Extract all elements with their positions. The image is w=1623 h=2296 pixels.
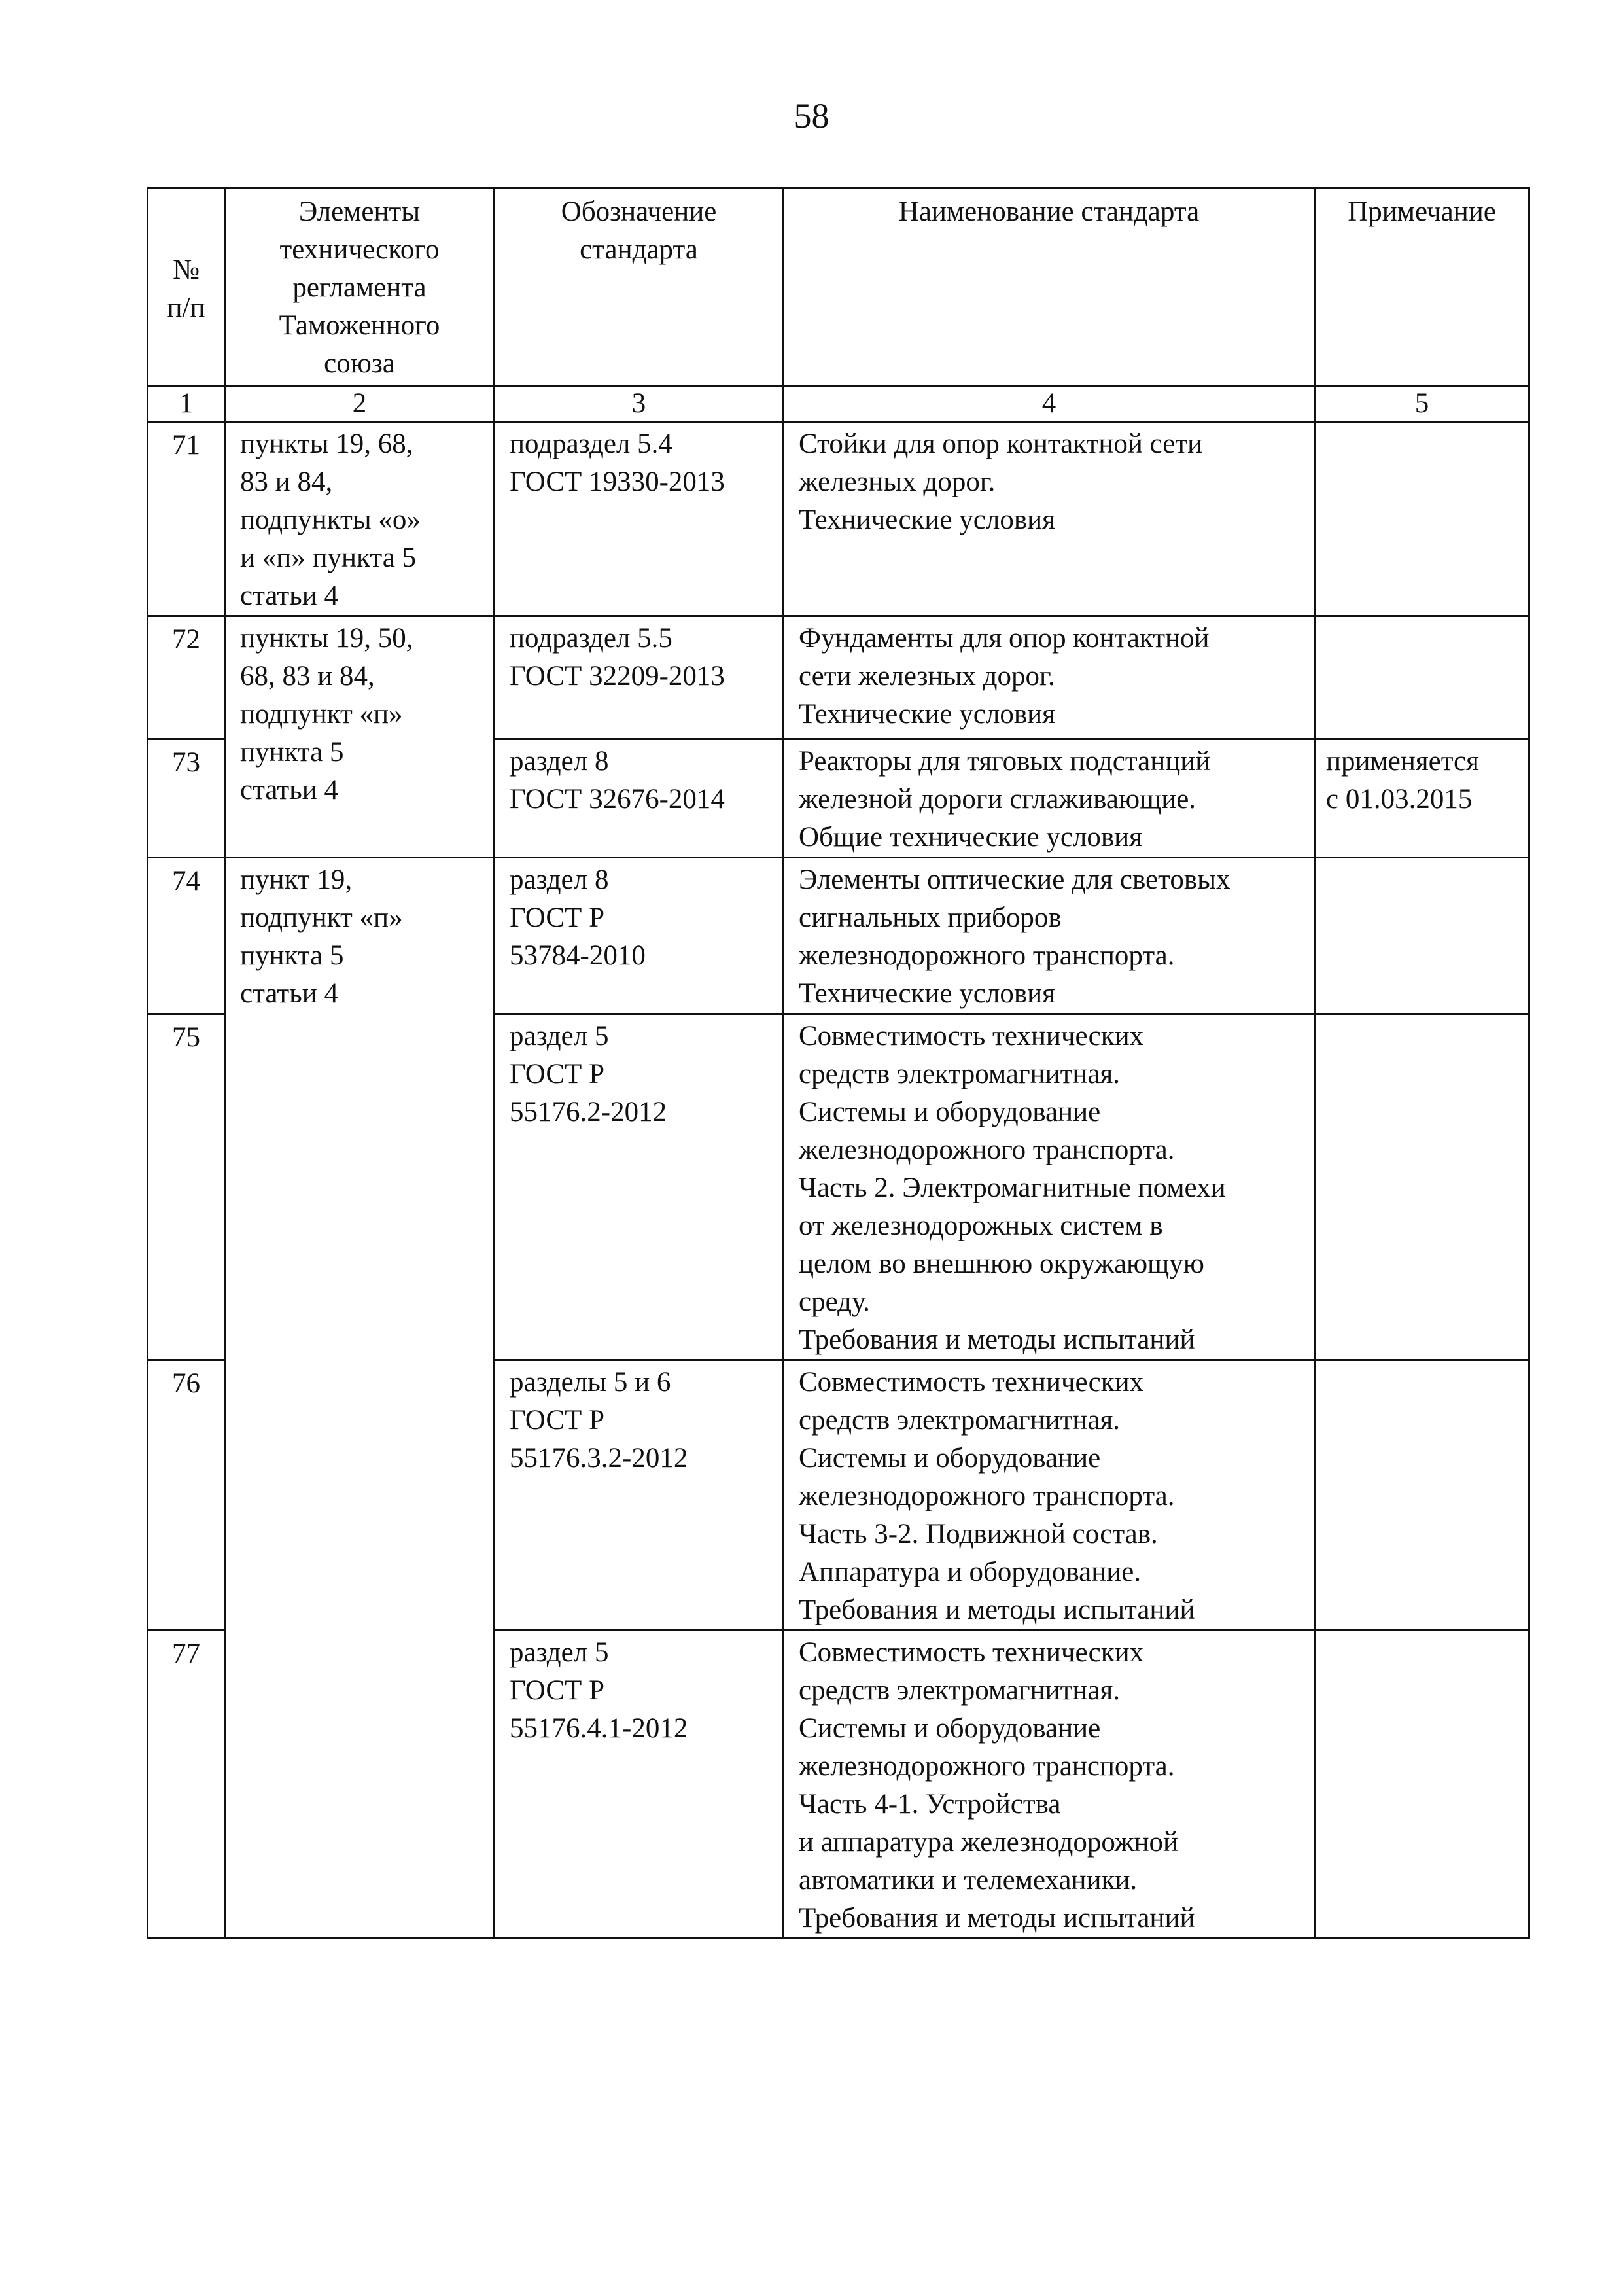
row-number: 73 — [148, 739, 225, 858]
row-note — [1315, 1631, 1529, 1939]
row-elements: пункты 19, 50, 68, 83 и 84, подпункт «п» пункта 5 статьи 4 — [225, 616, 495, 858]
header-name: Наименование стандарта — [784, 188, 1315, 386]
table-row — [148, 422, 1529, 616]
row-note — [1315, 1014, 1529, 1360]
row-designation: раздел 8 ГОСТ 32676-2014 — [495, 739, 784, 858]
column-index-row — [148, 386, 1529, 422]
header-num: № п/п — [148, 188, 225, 386]
row-elements: пункт 19, подпункт «п» пункта 5 статьи 4 — [225, 858, 495, 1939]
column-index-cell: 4 — [784, 386, 1315, 422]
row-standard-name: Совместимость технических средств электромагнитная. Системы и оборудование железнодорожного транспорта. Часть 2. Электромагнитные помехи от железнодорожных систем в целом во внешнюю окружающую среду. Требования и методы испытаний — [784, 1014, 1315, 1360]
column-index-cell: 5 — [1315, 386, 1529, 422]
table-row — [148, 616, 1529, 739]
header-note: Примечание — [1315, 188, 1529, 386]
row-designation: раздел 5 ГОСТ Р 55176.2-2012 — [495, 1014, 784, 1360]
row-designation: раздел 5 ГОСТ Р 55176.4.1-2012 — [495, 1631, 784, 1939]
row-standard-name: Стойки для опор контактной сети железных дорог. Технические условия — [784, 422, 1315, 616]
row-number: 74 — [148, 858, 225, 1014]
row-standard-name: Совместимость технических средств электромагнитная. Системы и оборудование железнодорожного транспорта. Часть 4-1. Устройства и аппаратура железнодорожной автоматики и телемеханики. Требования и методы испытаний — [784, 1631, 1315, 1939]
standards-table — [147, 187, 1530, 1939]
row-note — [1315, 422, 1529, 616]
row-standard-name: Реакторы для тяговых подстанций железной дороги сглаживающие. Общие технические условия — [784, 739, 1315, 858]
row-note — [1315, 616, 1529, 739]
column-index-cell: 3 — [495, 386, 784, 422]
table-row — [148, 858, 1529, 1014]
row-number: 72 — [148, 616, 225, 739]
row-standard-name: Элементы оптические для световых сигнальных приборов железнодорожного транспорта. Технические условия — [784, 858, 1315, 1014]
header-elements: Элементы технического регламента Таможенного союза — [225, 188, 495, 386]
header-designation: Обозначение стандарта — [495, 188, 784, 386]
row-standard-name: Совместимость технических средств электромагнитная. Системы и оборудование железнодорожного транспорта. Часть 3-2. Подвижной состав. Аппаратура и оборудование. Требования и методы испытаний — [784, 1360, 1315, 1631]
page-number: 58 — [794, 96, 829, 135]
row-note: применяется с 01.03.2015 — [1315, 739, 1529, 858]
row-number: 77 — [148, 1631, 225, 1939]
row-designation: подраздел 5.5 ГОСТ 32209-2013 — [495, 616, 784, 739]
table-header-row — [148, 188, 1529, 386]
row-number: 71 — [148, 422, 225, 616]
row-number: 76 — [148, 1360, 225, 1631]
row-note — [1315, 858, 1529, 1014]
row-note — [1315, 1360, 1529, 1631]
row-standard-name: Фундаменты для опор контактной сети железных дорог. Технические условия — [784, 616, 1315, 739]
column-index-cell: 2 — [225, 386, 495, 422]
row-designation: подраздел 5.4 ГОСТ 19330-2013 — [495, 422, 784, 616]
row-designation: раздел 8 ГОСТ Р 53784-2010 — [495, 858, 784, 1014]
row-number: 75 — [148, 1014, 225, 1360]
column-index-cell: 1 — [148, 386, 225, 422]
row-elements: пункты 19, 68, 83 и 84, подпункты «о» и «п» пункта 5 статьи 4 — [225, 422, 495, 616]
row-designation: разделы 5 и 6 ГОСТ Р 55176.3.2-2012 — [495, 1360, 784, 1631]
